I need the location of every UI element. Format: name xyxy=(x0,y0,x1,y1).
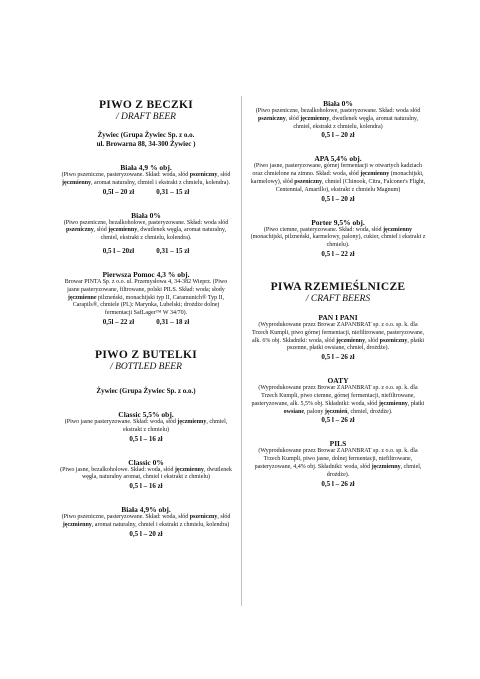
right-column xyxy=(250,99,426,489)
beer-description: (Piwo jasne pasteryzowane. Skład: woda, słód jęczmienny, chmiel, ekstrakt z chmielu) xyxy=(64,418,228,433)
beer-item xyxy=(60,505,232,539)
beer-item xyxy=(60,410,232,444)
beer-description: (Piwo pszeniczne, pasteryzowane. Skład: woda, słód pszeniczny, słód jęczmienny, aromat naturalny, chmiel i ekstrakt z chmielu, kolendra). xyxy=(61,172,231,186)
brewery-address: ul. Browarna 88, 34-300 Żywiec ) xyxy=(96,140,196,148)
beer-item xyxy=(250,439,426,488)
section-subtitle-bottled: / BOTTLED BEER xyxy=(110,361,182,372)
beer-price: 0,5 l – 16 zł xyxy=(129,482,163,491)
beer-name: PAN I PANI xyxy=(318,312,358,322)
beer-name: Biała 0% xyxy=(323,99,353,108)
beer-price: 0,5 l – 20 zł xyxy=(321,131,355,140)
beer-description: (Wyprodukowane przez Browar ZAPANBRAT sp. z o.o. sp. k. dla Trzech Kumpli, piwo górnej fermentacji, niefiltrowane, pasteryzowane, alk. 6% obj. Składniki: woda, słód jęczmienny, słód pszeniczny, płatki pszenne, płatki owsiane, chmiel, drożdże). xyxy=(251,321,425,352)
beer-item xyxy=(60,163,232,197)
beer-description: (Piwo pszeniczne, pasteryzowane. Skład: woda, słód pszeniczny, słód jęczmienny, aromat naturalny, chmiel i ekstrakt z chmielu, kolendra) xyxy=(61,514,231,528)
beer-item xyxy=(250,99,426,140)
section-title-bottled: PIWO Z BUTELKI xyxy=(95,348,197,361)
beer-price: 0,5 l – 26 zł xyxy=(321,416,355,425)
beer-description: Browar PINTA Sp. z o.o. ul. Przemysłowa 4, 34-382 Wieprz. (Piwo jasne pasteryzowane, filtrowane, polski PILS. Skład: woda; słody jęczmienne pilzneński, monachijski typ II, Caramunich® Typ II, Carapils®, chmiele (PL): Marynka, Lubelski; drożdże dolnej fermentacji SafLager™ W 34/70). xyxy=(64,278,228,317)
beer-name: OATY xyxy=(327,376,349,386)
beer-price: 0,5 l – 20zł xyxy=(102,246,135,255)
beer-name: Porter 9,5% obj. xyxy=(311,217,365,227)
beer-price: 0,5 l – 20 zł xyxy=(321,194,355,203)
section-subtitle-craft: / CRAFT BEERS xyxy=(305,293,371,304)
beer-description: (Piwo jasne, pasteryzowane, górnej fermentacji w otwartych kadziach oraz chmielone na zimno. Skład: woda, słód jęczmienny (monachijski, karmelowy), słód pszeniczny, chmiel (Chinook, Citra, Falconer's Flight, Centennial, Amarillo), ekstrakt z chmielu Magnum) xyxy=(250,163,426,193)
beer-name: Biała 4,9% obj. xyxy=(121,505,171,515)
beer-item xyxy=(60,211,232,256)
beer-item xyxy=(60,458,232,492)
beer-price: 0,5l – 22 zł xyxy=(102,317,135,326)
beer-prices xyxy=(60,318,232,327)
section-title-craft: PIWA RZEMIEŚLNICZE xyxy=(270,280,406,293)
beer-price: 0,5 l – 26 zł xyxy=(321,479,355,488)
beer-item xyxy=(250,154,426,203)
beer-price: 0,31 – 18 zł xyxy=(156,317,190,326)
beer-item xyxy=(250,313,426,362)
beer-price: 0,5 l – 22 zł xyxy=(321,249,355,258)
beer-price: 0,5l – 20 zł xyxy=(102,187,135,196)
beer-description: (Piwo pszeniczne, bezalkoholowe, pasteryzowane. Skład: woda słód pszeniczny, słód jęczmienny, dwutlenek węgla, aromat naturalny, chmiel, ekstrakt z chmielu, kolendra) xyxy=(255,108,421,130)
beer-description: (Wyprodukowane przez Browar ZAPANBRAT sp. z o.o. sp. k. dla Trzech Kumpli, piwo ciemne, górnej fermentacji, niefiltrowane, pasteryzowane, alk. 5,5% obj. Składniki: woda, słód jęczmienny, płatki owsiane, palony jęczmień, chmiel, drożdże). xyxy=(251,385,425,415)
beer-price: 0,31 – 15 zł xyxy=(156,246,190,255)
beer-price: 0,5 l – 20 zł xyxy=(129,529,163,538)
beer-prices xyxy=(60,188,232,197)
beer-name: Biała 4,9 % obj. xyxy=(120,163,172,172)
left-column xyxy=(60,99,232,539)
beer-name: PILS xyxy=(329,439,347,449)
brewery-name: Żywiec (Grupa Żywiec Sp. z o.o. xyxy=(97,131,195,139)
beer-description: (Piwo ciemne, pasteryzowane. Skład: woda, słód jęczmienny (monachijski, pilzneński, karmelowy, palony), cukier, chmiel i ekstrakt z chmielu). xyxy=(250,226,426,249)
section-title-draft: PIWO Z BECZKI xyxy=(98,99,193,111)
beer-item xyxy=(250,218,426,259)
beer-prices xyxy=(60,247,232,256)
beer-price: 0,5 l – 16 zł xyxy=(129,434,163,443)
beer-name: Pierwsza Pomoc 4,3 % obj. xyxy=(102,269,190,279)
beer-name: Biała 0% xyxy=(131,210,161,220)
beer-price: 0,31 – 15 zł xyxy=(156,187,190,196)
section-subtitle-draft: / DRAFT BEER xyxy=(116,112,176,122)
column-divider xyxy=(241,96,242,606)
beer-name: Classic 0% xyxy=(128,457,164,467)
beer-description: (Piwo jasne, bezalkoholowe. Skład: woda, słód jęczmienny, dwutlenek węgla, naturalny aromat, chmiel i ekstrakt z chmielu) xyxy=(60,466,232,481)
beer-item xyxy=(250,376,426,425)
beer-name: Classic 5,5% obj. xyxy=(118,409,174,419)
beer-description: (Wyprodukowane przez Browar ZAPANBRAT sp. z o.o. sp. k. dla Trzech Kumpli, piwo jasne, dolnej fermentacji, niefiltrowane, pasteryzowane, 4,4% obj. Składniki: woda, słód jęczmienny, chmiel, drożdże). xyxy=(254,448,422,478)
brewery-name: Żywiec (Grupa Żywiec Sp. z o.o.) xyxy=(96,386,196,395)
beer-name: APA 5,4% obj. xyxy=(314,154,362,164)
beer-item xyxy=(60,270,232,327)
beer-description: (Piwo pszeniczne, bezalkoholowe, pasteryzowane. Skład: woda słód pszeniczny, słód jęczmienny, dwutlenek węgla, aromat naturalny, chmiel, ekstrakt z chmielu, kolendra). xyxy=(63,219,229,242)
beer-price: 0,5 l – 26 zł xyxy=(321,353,355,362)
